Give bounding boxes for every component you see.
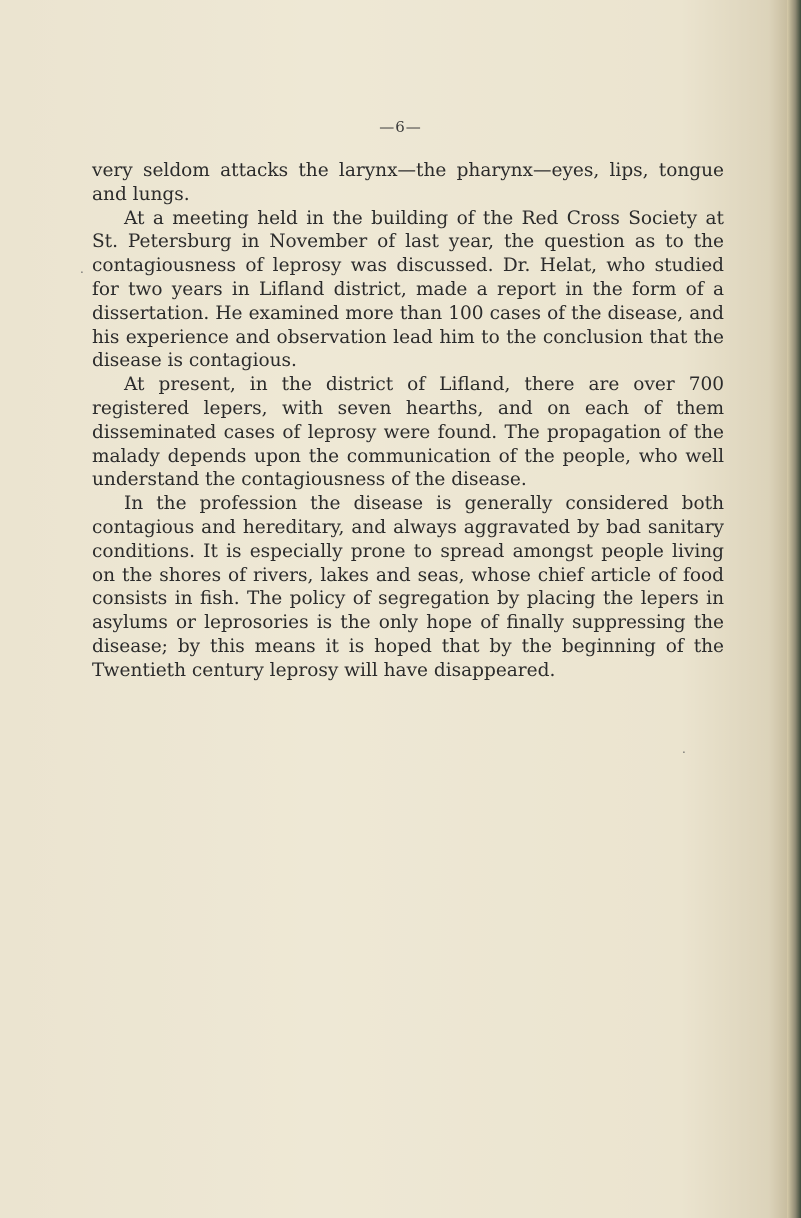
body-text xyxy=(92,159,724,683)
page-number: —6— xyxy=(379,118,422,136)
paragraph-2: At a meeting held in the building of the Red Cross Society at St. Petersburg in November of last year, the question as to the contagiousness of leprosy was discussed. Dr. Helat, who studied for two years in Lifland district, made a report in the form of a dissertation. He examined more than 100 cases of the disease, and his experience and observation lead him to the conclusion that the disease is contagious. xyxy=(92,207,724,372)
paragraph-1: very seldom attacks the larynx—the pharynx—eyes, lips, tongue and lungs. xyxy=(92,160,724,205)
paragraph-3: At present, in the district of Lifland, there are over 700 registered lepers, with seven hearths, and on each of them disseminated cases of leprosy were found. The propagation of the malady depends upon the communication of the people, who well understand the contagiousness of the disease. xyxy=(92,374,724,491)
page-binding-edge xyxy=(787,0,801,1218)
stray-mark: . xyxy=(80,262,84,276)
stray-mark: . xyxy=(682,742,686,756)
paragraph-4: In the profession the disease is generally considered both contagious and hereditary, and always aggravated by bad sanitary conditions. It is especially prone to spread amongst people living on the shores of rivers, lakes and seas, whose chief article of food consists in fish. The policy of segregation by placing the lepers in asylums or leprosories is the only hope of finally suppressing the disease; by this means it is hoped that by the beginning of the Twentieth century leprosy will have disappeared. xyxy=(92,493,724,681)
